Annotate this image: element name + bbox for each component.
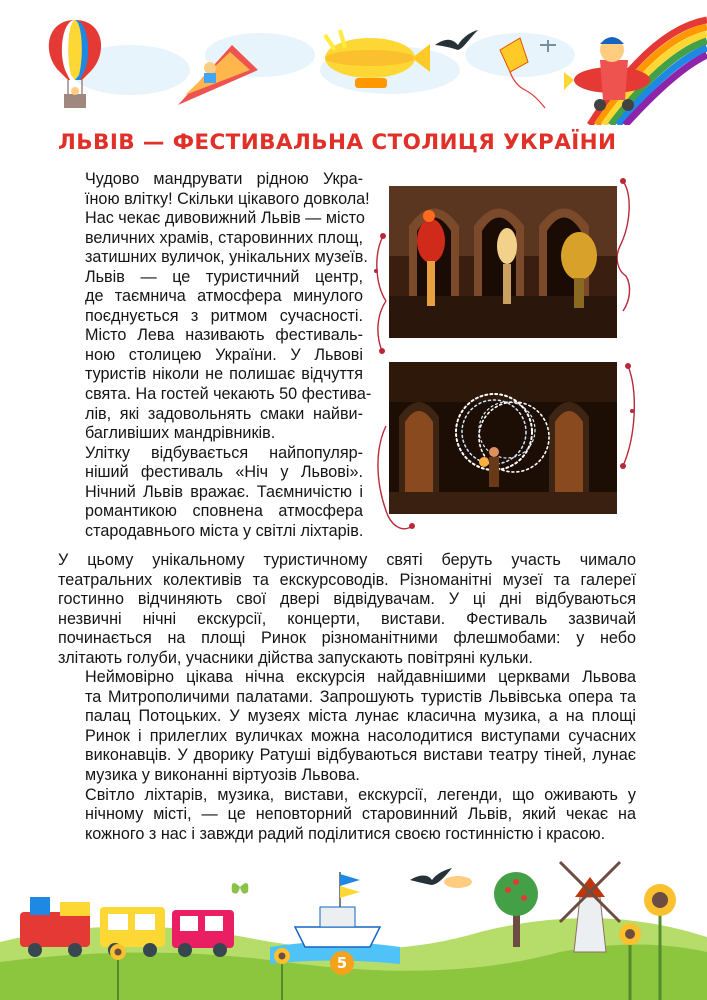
page-title: ЛЬВІВ — ФЕСТИВАЛЬНА СТОЛИЦЯ УКРАЇНИ <box>58 130 617 155</box>
ship-icon <box>295 872 380 947</box>
top-illustration <box>0 0 707 125</box>
bottom-illustration <box>0 852 707 1000</box>
butterfly-icon <box>232 883 249 894</box>
text-line: свята. На гостей чекають 50 фестива- <box>85 385 372 404</box>
text-line: Нічний Львів вражає. Таємничістю і <box>85 482 363 501</box>
text-line: злітають голуби, учасники дійства запускають повітряні кульки. <box>58 648 533 667</box>
text-line: ніший фестиваль «Ніч у Львові». <box>85 463 363 482</box>
text-line: починається на площі Ринок різноманітними флешмобами: у небо <box>58 629 636 648</box>
text-line: виконавців. У дворику Ратуші відбуваються вистави театру тіней, лунає <box>85 746 636 765</box>
text-line: гостинно відчиняють свої двері відвідувачам. У ці дні відбуваються <box>58 590 636 609</box>
text-line: де таємнича атмосфера минулого <box>85 287 363 306</box>
text-line: затишних вуличок, унікальних музеїв. <box>85 248 368 267</box>
text-line: музика у виконанні віртуозів Львова. <box>85 766 360 785</box>
paragraph-2 <box>58 267 372 444</box>
paragraph-4 <box>58 668 636 785</box>
text-line: У цьому унікальному туристичному святі беруть участь чимало <box>58 551 636 569</box>
text-line: романтикою сповнена атмосфера <box>85 502 363 521</box>
text-line: Львів — це туристичний центр, <box>85 267 363 286</box>
text-line: Ринок і прилеглих вуличках можна насолодитися виступами сучасних <box>85 726 636 745</box>
paragraph-1 <box>58 170 370 268</box>
text-line: ною столицею України. У Львові <box>85 345 363 364</box>
page-number: 5 <box>330 951 354 975</box>
text-line: Місто Лева називають фестиваль- <box>85 326 363 345</box>
text-line: нічному місті, — це неповторний старовинний Львів, який чекає на <box>85 805 636 824</box>
text-line: їною влітку! Скільки цікавого довкола! <box>85 189 370 208</box>
text-line: Чудово мандрувати рідною Укра- <box>85 170 363 188</box>
text-line: палац Потоцьких. У музеях міста лунає класична музика, а на площі <box>85 707 636 726</box>
paragraph-3 <box>58 444 363 542</box>
text-line: Улітку відбувається найпопуляр- <box>85 443 363 462</box>
text-line: лів, які задовольнять смаки найви- <box>85 404 363 423</box>
paragraph-3-continued <box>58 551 636 668</box>
hot-air-balloon-icon <box>49 20 101 108</box>
text-line: незвичні нічні екскурсії, концерти, вистави. Фестиваль зазвичай <box>58 609 636 628</box>
festival-photo-stilt-walkers <box>389 186 617 338</box>
text-line: туристів ніколи не полишає відчуття <box>85 365 363 384</box>
text-line: та Митрополичими палатами. Запрошують туристів Львівська опера та <box>85 687 636 706</box>
text-line: Нас чекає дивовижний Львів — місто <box>85 209 365 228</box>
text-line: багливіших мандрівників. <box>85 424 276 443</box>
text-line: стародавнього міста у світлі ліхтарів. <box>85 521 364 540</box>
text-line: кожного з нас і завжди радий поділитися своєю гостинністю і красою. <box>85 824 606 843</box>
intro-column-text <box>58 170 372 541</box>
text-line: поєднується з ритмом сучасності. <box>85 306 363 325</box>
festival-photo-fire-show <box>389 362 617 514</box>
text-line: величних храмів, старовинних площ, <box>85 228 363 247</box>
text-line: Світло ліхтарів, музика, вистави, екскурсії, легенди, що оживають у <box>85 785 636 804</box>
paragraph-5 <box>58 786 636 845</box>
main-article-text <box>58 551 636 844</box>
text-line: Неймовірно цікава нічна екскурсія найдавнішими церквами Львова <box>85 668 636 687</box>
text-line: театральних колективів та екскурсоводів. Різноманітні музеї та галереї <box>58 570 636 589</box>
